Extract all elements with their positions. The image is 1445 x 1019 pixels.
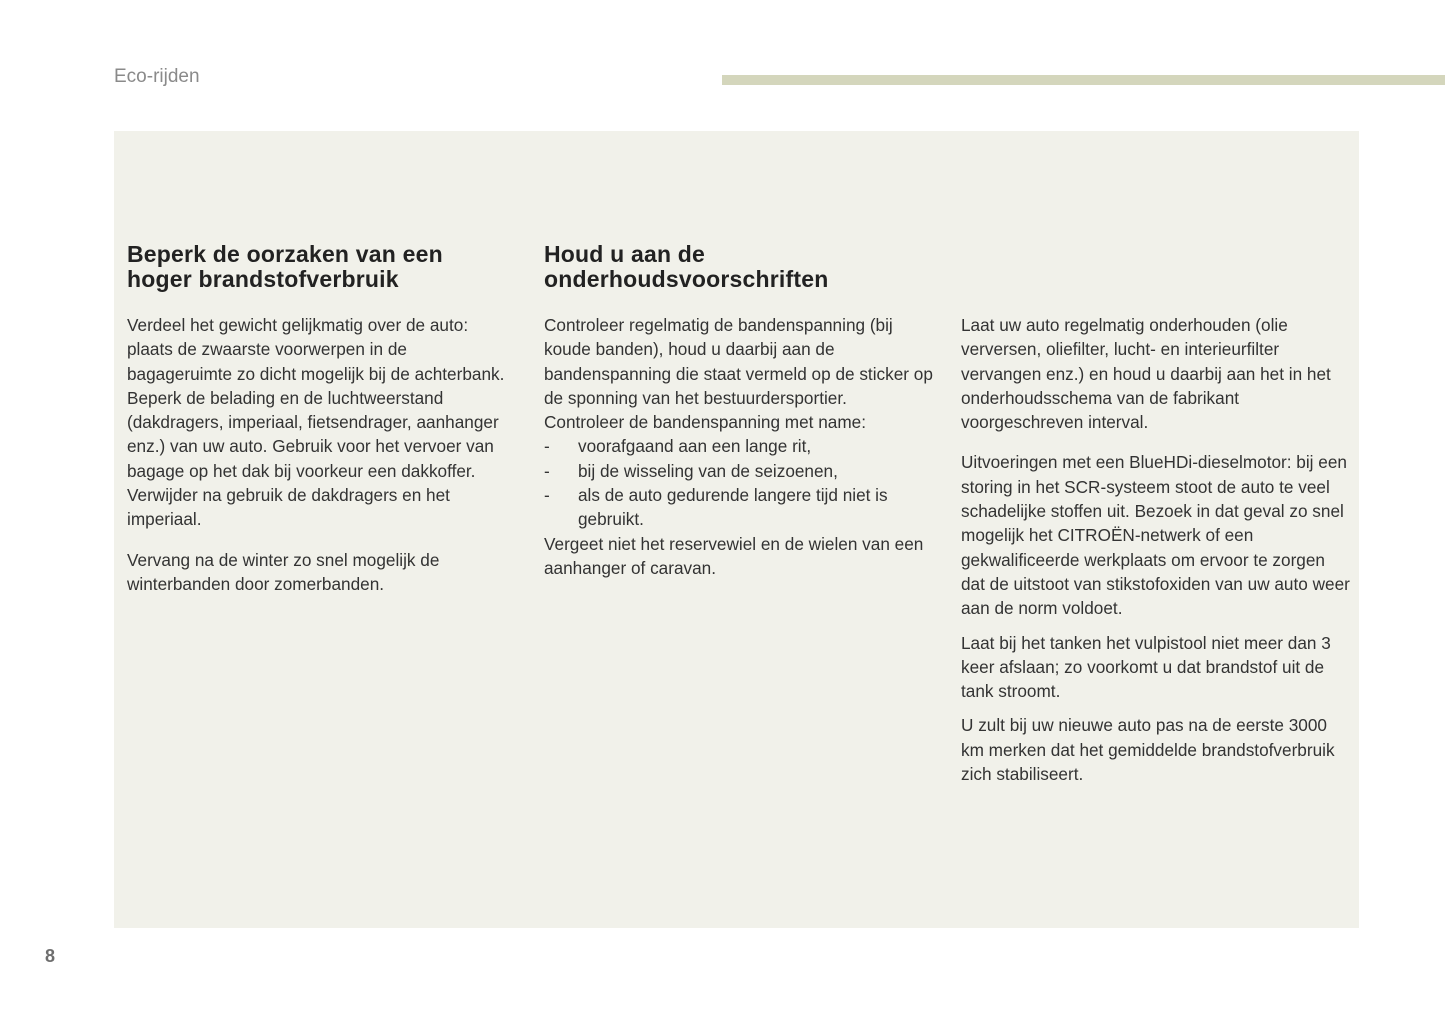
left-heading-line1: Beperk de oorzaken van een bbox=[127, 241, 443, 267]
right-paragraph-4: U zult bij uw nieuwe auto pas na de eerste 3000 km merken dat het gemiddelde brandstofverbruik zich stabiliseert. bbox=[961, 715, 1335, 785]
list-item bbox=[544, 459, 934, 483]
left-paragraph-4: Vervang na de winter zo snel mogelijk de winterbanden door zomerbanden. bbox=[127, 549, 440, 594]
list-item-text: bij de wisseling van de seizoenen, bbox=[578, 460, 838, 481]
content-panel bbox=[114, 131, 1359, 928]
list-item-text: als de auto gedurende langere tijd niet is gebruikt. bbox=[578, 485, 888, 530]
right-body bbox=[961, 313, 1353, 786]
right-paragraph-3: Laat bij het tanken het vulpistool niet meer dan 3 keer afslaan; zo voorkomt u dat brandstof uit de tank stroomt. bbox=[961, 632, 1331, 702]
right-paragraph-2: Uitvoeringen met een BlueHDi-dieselmotor: bij een storing in het SCR-systeem stoot de auto te veel schadelijke stoffen uit. Bezoek in dat geval zo snel mogelijk het CITROËN-netwerk of een gekwalificeerde werkplaats om ervoor te zorgen dat de uitstoot van stikstofoxiden van uw auto weer aan de norm voldoet. bbox=[961, 452, 1350, 619]
left-paragraph-2: Beperk de belading en de luchtweerstand (dakdragers, imperiaal, fietsendrager, aanhanger enz.) van uw auto. Gebruik voor het vervoer van bagage op het dak bij voorkeur een dakkoffer. bbox=[127, 387, 499, 481]
right-paragraph-1: Laat uw auto regelmatig onderhouden (olie verversen, oliefilter, lucht- en interieurfilter vervangen enz.) en houd u daarbij aan het in het onderhoudsschema van de fabrikant voorgeschreven interval. bbox=[961, 315, 1331, 433]
list-item bbox=[544, 483, 934, 532]
left-body bbox=[127, 313, 507, 596]
section-title: Eco-rijden bbox=[114, 66, 200, 87]
page-number: 8 bbox=[45, 946, 56, 966]
middle-paragraph-3: Vergeet niet het reservewiel en de wielen van een aanhanger of caravan. bbox=[544, 533, 924, 578]
dash-marker: - bbox=[544, 460, 550, 481]
dash-marker: - bbox=[544, 436, 550, 457]
list-item bbox=[544, 434, 934, 458]
middle-paragraph-1: Controleer regelmatig de bandenspanning (bij koude banden), houd u daarbij aan de bandenspanning die staat vermeld op de sticker op de sponning van het bestuurdersportier. bbox=[544, 315, 933, 408]
middle-paragraph-2: Controleer de bandenspanning met name: bbox=[544, 412, 867, 433]
dash-marker: - bbox=[544, 485, 550, 506]
left-paragraph-1: Verdeel het gewicht gelijkmatig over de auto: plaats de zwaarste voorwerpen in de bagageruimte zo dicht mogelijk bij de achterbank. bbox=[127, 315, 505, 384]
left-paragraph-3: Verwijder na gebruik de dakdragers en het imperiaal. bbox=[127, 485, 450, 530]
middle-heading-line2: onderhoudsvoorschriften bbox=[544, 266, 829, 292]
middle-body bbox=[544, 313, 934, 580]
list-item-text: voorafgaand aan een lange rit, bbox=[578, 436, 812, 457]
left-heading bbox=[127, 242, 507, 292]
middle-heading bbox=[544, 242, 934, 292]
tire-check-list bbox=[544, 434, 934, 531]
header-accent-bar bbox=[722, 75, 1445, 85]
left-heading-line2: hoger brandstofverbruik bbox=[127, 266, 399, 292]
middle-heading-line1: Houd u aan de bbox=[544, 241, 706, 267]
